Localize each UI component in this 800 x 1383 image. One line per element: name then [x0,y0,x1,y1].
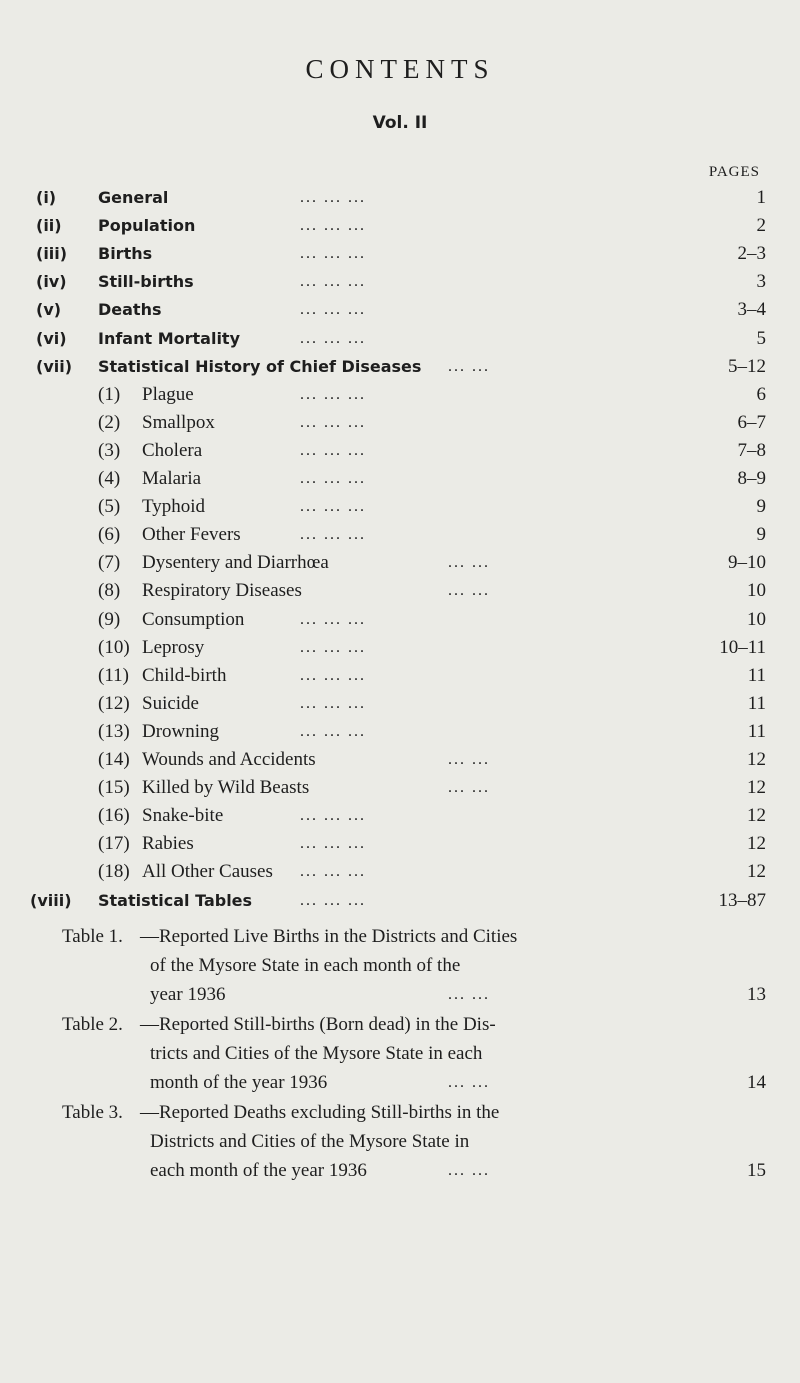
disease-number: (15) [98,777,130,799]
leader-dots: ... ... ... [300,470,366,487]
disease-row [0,803,800,829]
disease-label: Smallpox [142,411,215,433]
disease-pages: 10 [747,608,766,630]
disease-pages: 9–10 [728,552,766,574]
disease-label: Consumption [142,608,245,630]
leader-dots: ... ... ... [300,610,366,628]
table-number: Table 3. [62,1101,123,1123]
disease-row [0,382,800,408]
leader-dots: ... ... [448,779,490,797]
disease-number: (9) [98,608,121,630]
table-description-line: —Reported Live Births in the Districts and Cities [140,925,518,947]
disease-label: Killed by Wild Beasts [142,777,310,799]
disease-row [0,410,800,436]
table-number: Table 2. [62,1013,123,1035]
disease-pages: 10 [747,580,766,602]
section-row [0,185,800,211]
table-number: Table 1. [62,925,123,947]
disease-pages: 11 [747,720,766,742]
leader-dots: ... ... ... [300,329,366,347]
section-label: Statistical Tables [98,890,253,910]
section-pages: 2 [756,215,766,237]
disease-number: (2) [98,411,121,433]
section-pages: 5 [756,327,766,349]
section-row [0,269,800,295]
disease-label: Drowning [142,720,220,742]
disease-pages: 6 [756,383,766,405]
section-pages: 3 [756,271,766,293]
leader-dots: ... ... ... [300,385,366,403]
disease-row [0,466,800,492]
section-label: Still-births [98,272,194,292]
section-label: Births [98,244,153,264]
disease-number: (5) [98,496,121,518]
disease-row [0,550,800,576]
section-pages: 3–4 [737,299,766,321]
table-entry [0,1098,800,1188]
disease-label: Suicide [142,692,199,714]
disease-row [0,747,800,773]
disease-pages: 11 [747,692,766,714]
leader-dots: ... ... ... [300,863,366,881]
leader-dots: ... ... ... [300,807,366,825]
table-description-line: of the Mysore State in each month of the [150,954,461,976]
table-description-line: —Reported Deaths excluding Still-births in the [140,1101,500,1123]
section-label: Population [98,216,196,236]
disease-row [0,831,800,857]
table-description-line: year 1936 [150,983,226,1005]
section-number: (vii) [36,356,73,376]
section-pages: 1 [756,187,766,208]
disease-row [0,494,800,520]
table-description-line: —Reported Still-births (Born dead) in the Dis- [140,1013,496,1035]
leader-dots: ... ... ... [300,441,366,459]
leader-dots: ... ... [448,751,490,768]
disease-label: Typhoid [142,496,206,518]
section-pages: 5–12 [728,355,766,377]
disease-label: Malaria [142,468,202,489]
disease-label: Rabies [142,833,194,855]
disease-number: (17) [98,833,130,855]
disease-label: Child-birth [142,664,227,686]
pages-column-header: PAGES [708,164,760,180]
section-number: (v) [36,300,62,320]
section-number: (iv) [36,272,67,292]
leader-dots: ... ... [448,1073,490,1091]
disease-row [0,775,800,801]
leader-dots: ... ... [448,1161,490,1179]
disease-number: (14) [98,749,130,770]
volume-label: Vol. II [372,113,428,133]
leader-dots: ... ... ... [300,273,366,291]
disease-pages: 6–7 [737,411,766,433]
section-row [0,326,800,352]
leader-dots: ... ... [448,985,490,1003]
disease-row [0,719,800,745]
section-number: (vi) [36,328,67,348]
section-pages: 13–87 [718,889,766,911]
leader-dots: ... ... ... [300,722,366,740]
disease-number: (3) [98,439,121,461]
disease-number: (7) [98,552,121,574]
leader-dots: ... ... ... [300,189,366,206]
disease-label: Wounds and Accidents [142,749,316,770]
leader-dots: ... ... ... [300,526,366,544]
disease-label: Dysentery and Diarrhœa [142,552,329,574]
leader-dots: ... ... ... [300,498,366,516]
table-description-line: month of the year 1936 [150,1071,328,1093]
disease-pages: 7–8 [737,439,766,461]
table-pages: 14 [747,1071,766,1093]
leader-dots: ... ... ... [300,301,366,319]
section-pages: 2–3 [737,243,766,265]
table-pages: 13 [747,983,766,1005]
table-description-line: each month of the year 1936 [150,1159,367,1181]
section-number: (viii) [30,890,72,910]
disease-number: (12) [98,692,130,714]
table-description-line: tricts and Cities of the Mysore State in each [150,1042,483,1064]
disease-label: All Other Causes [142,861,273,883]
table-description-line: Districts and Cities of the Mysore State in [150,1130,470,1152]
disease-pages: 8–9 [737,468,766,489]
disease-pages: 12 [747,749,766,770]
disease-row [0,663,800,689]
leader-dots: ... ... [448,357,490,375]
leader-dots: ... ... ... [300,835,366,853]
table-entry [0,1010,800,1100]
disease-pages: 9 [756,524,766,546]
leader-dots: ... ... [448,554,490,572]
section-number: (iii) [36,244,68,264]
leader-dots: ... ... ... [300,666,366,684]
disease-number: (6) [98,524,121,546]
section-number: (ii) [36,216,62,236]
leader-dots: ... ... ... [300,245,366,263]
section-label: Statistical History of Chief Diseases [98,356,422,376]
disease-label: Respiratory Diseases [142,580,302,602]
table-pages: 15 [747,1159,766,1181]
disease-pages: 12 [747,777,766,799]
disease-number: (16) [98,805,130,827]
section-row [0,297,800,323]
disease-pages: 12 [747,833,766,855]
disease-label: Snake-bite [142,805,224,827]
section-number: (i) [36,188,57,207]
disease-number: (1) [98,383,121,405]
disease-number: (11) [98,664,129,686]
leader-dots: ... ... ... [300,217,366,235]
disease-pages: 10–11 [719,636,766,658]
leader-dots: ... ... ... [300,694,366,712]
leader-dots: ... ... ... [300,891,366,909]
disease-number: (18) [98,861,130,883]
leader-dots: ... ... ... [300,638,366,656]
leader-dots: ... ... [448,582,490,600]
disease-number: (4) [98,468,121,489]
section-row [0,241,800,267]
disease-row [0,691,800,717]
disease-row [0,635,800,661]
section-row [0,213,800,239]
disease-label: Other Fevers [142,524,241,546]
section-label: Deaths [98,300,162,320]
disease-row [0,607,800,633]
disease-label: Plague [142,383,194,405]
disease-pages: 11 [747,664,766,686]
disease-pages: 12 [747,861,766,883]
section-label: General [98,188,169,207]
disease-row [0,522,800,548]
disease-number: (13) [98,720,130,742]
table-entry [0,922,800,1012]
section-label: Infant Mortality [98,328,241,348]
leader-dots: ... ... ... [300,413,366,431]
disease-label: Cholera [142,439,203,461]
disease-pages: 9 [756,496,766,518]
disease-row [0,438,800,464]
disease-row [0,859,800,885]
disease-number: (8) [98,580,121,602]
disease-number: (10) [98,636,130,658]
disease-row [0,578,800,604]
page-title: CONTENTS [305,54,495,84]
disease-label: Leprosy [142,636,205,658]
disease-pages: 12 [747,805,766,827]
section-row [0,354,800,380]
section-row [0,888,800,914]
